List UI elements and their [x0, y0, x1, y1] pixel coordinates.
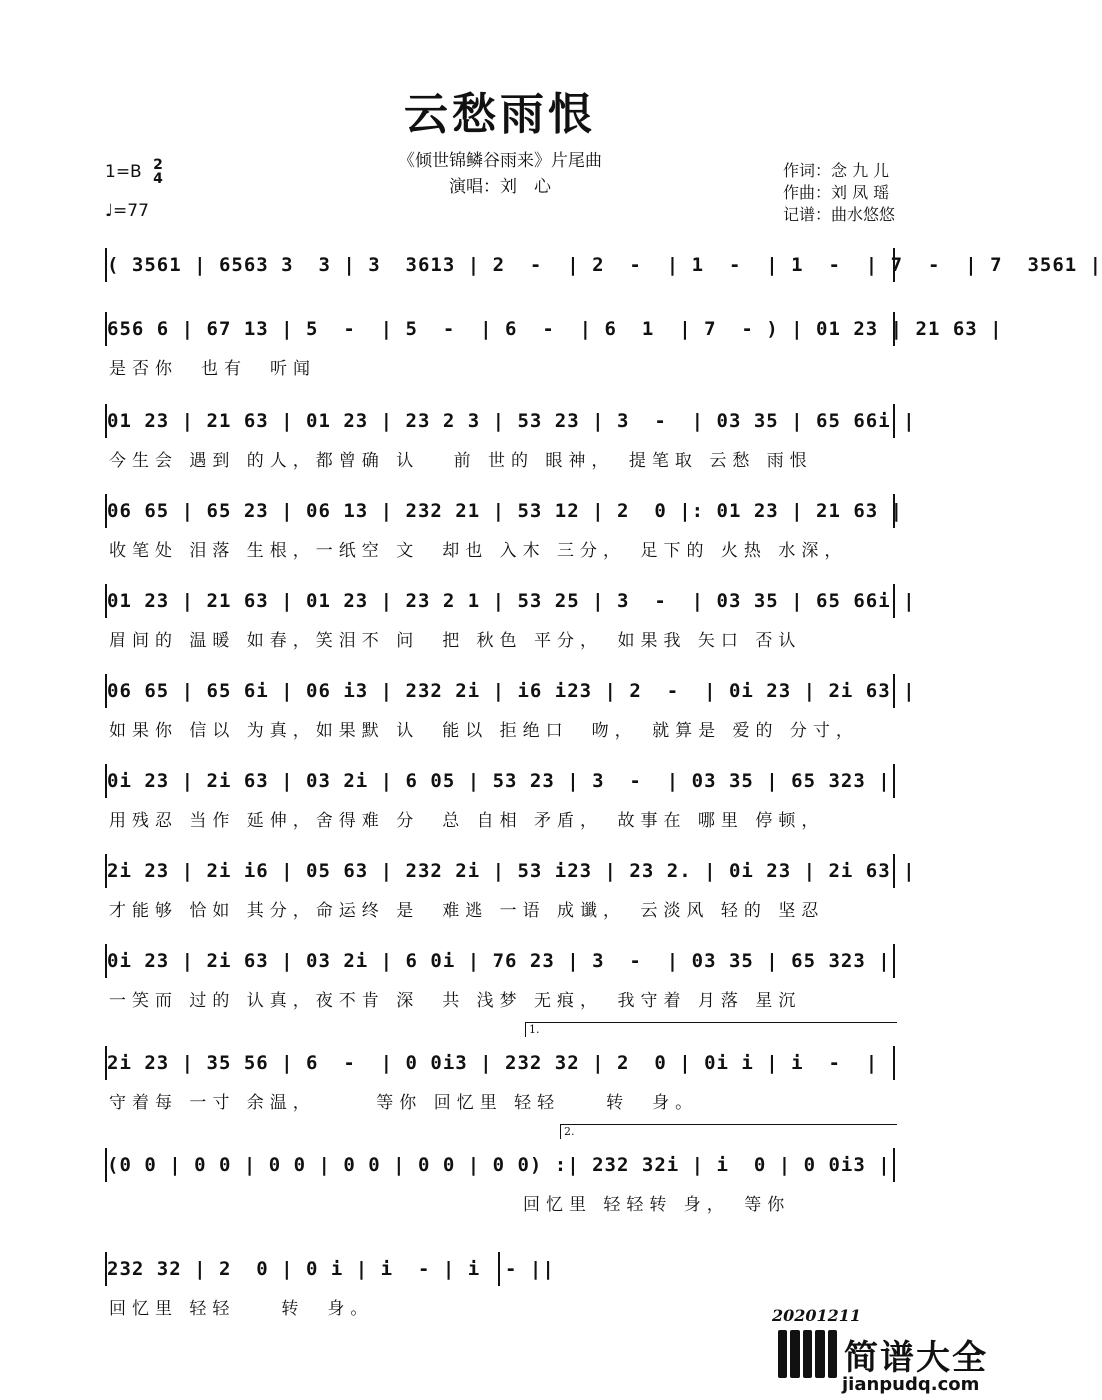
song-title: 云愁雨恨: [404, 89, 596, 140]
lyrics-line: 回忆里 轻轻 转 身。: [109, 1299, 374, 1319]
notation-line: 01 23 | 21 63 | 01 23 | 23 2 1 | 53 25 | 3 - | 03 35 | 65 66i |: [105, 584, 895, 618]
score-row: [105, 944, 895, 1011]
second-ending-bracket: 2.: [560, 1124, 897, 1139]
lyrics-line: 用残忍 当作 延伸，舍得难 分 总 自相 矛盾， 故事在 哪里 停顿，: [109, 811, 825, 831]
notation-line: 656 6 | 67 13 | 5 - | 5 - | 6 - | 6 1 | 7 - ) | 01 23 | 21 63 |: [105, 312, 895, 346]
notation-line: 06 65 | 65 6i | 06 i3 | 232 2i | i6 i23 | 2 - | 0i 23 | 2i 63 |: [105, 674, 895, 708]
lyrics-line: 眉间的 温暖 如春，笑泪不 问 把 秋色 平分， 如果我 矢口 否认: [109, 631, 802, 651]
lyricist-credit: 作词：念 九 儿: [782, 161, 890, 180]
site-logo[interactable]: [778, 1330, 1000, 1400]
credits-block: [783, 160, 895, 226]
notation-line: 01 23 | 21 63 | 01 23 | 23 2 3 | 53 23 | 3 - | 03 35 | 65 66i |: [105, 404, 895, 438]
transcription-date: 20201211: [772, 1306, 862, 1325]
composer-credit: 作曲：刘 凤 瑶: [782, 183, 890, 202]
key-tempo-block: [105, 158, 163, 222]
lyrics-line: 今生会 遇到 的人，都曾确 认 前 世的 眼神， 提笔取 云愁 雨恨: [109, 451, 813, 471]
piano-keys-icon: [778, 1330, 840, 1378]
score-row: [105, 248, 1102, 290]
time-signature-bottom: 4: [153, 171, 163, 187]
notation-line: (0 0 | 0 0 | 0 0 | 0 0 | 0 0 | 0 0) :| 232 32i | i 0 | 0 0i3 |: [105, 1148, 895, 1182]
logo-url: jianpudq.com: [842, 1374, 980, 1395]
lyrics-line: 才能够 恰如 其分，命运终 是 难逃 一语 成谶， 云淡风 轻的 坚忍: [109, 901, 825, 921]
score-row: [105, 674, 916, 741]
notation-line: 06 65 | 65 23 | 06 13 | 232 21 | 53 12 | 2 0 |: 01 23 | 21 63 |: [105, 494, 895, 528]
score-row: [105, 404, 916, 471]
first-ending-bracket: 1.: [525, 1022, 897, 1037]
score-row: [105, 312, 1003, 379]
score-row: [105, 764, 895, 831]
tempo-marking: ♩=77: [105, 201, 149, 221]
score-row: [105, 1148, 895, 1215]
score-row: [105, 1252, 555, 1319]
key-signature: 1=B: [105, 162, 142, 182]
notation-line: 0i 23 | 2i 63 | 03 2i | 6 0i | 76 23 | 3 - | 03 35 | 65 323 |: [105, 944, 895, 978]
singer-credit: 演唱：刘 心: [449, 177, 551, 197]
score-row: [105, 584, 916, 651]
notation-line: 2i 23 | 35 56 | 6 - | 0 0i3 | 232 32 | 2 0 | 0i i | i - |: [105, 1046, 895, 1080]
notation-line: 2i 23 | 2i i6 | 05 63 | 232 2i | 53 i23 | 23 2. | 0i 23 | 2i 63 |: [105, 854, 895, 888]
transcriber-credit: 记谱：曲水悠悠: [782, 205, 895, 224]
score-row: [105, 494, 904, 561]
song-subtitle: 《倾世锦鳞谷雨来》片尾曲: [398, 151, 602, 171]
lyrics-line: 如果你 信以 为真，如果默 认 能以 拒绝口 吻， 就算是 爱的 分寸，: [109, 721, 859, 741]
lyrics-line: 一笑而 过的 认真，夜不肯 深 共 浅梦 无痕， 我守着 月落 星沉: [109, 991, 802, 1011]
lyrics-line: 回忆里 轻轻转 身， 等你: [109, 1195, 791, 1215]
lyrics-line: 是否你 也有 听闻: [109, 359, 316, 379]
notation-line: 232 32 | 2 0 | 0 i | i - | i - ||: [105, 1252, 500, 1286]
logo-text: 简谱大全: [844, 1338, 988, 1378]
notation-line: ( 3561 | 6563 3 3 | 3 3613 | 2 - | 2 - | 1 - | 1 - | 7 - | 7 3561 |: [105, 248, 895, 282]
notation-line: 0i 23 | 2i 63 | 03 2i | 6 05 | 53 23 | 3 - | 03 35 | 65 323 |: [105, 764, 895, 798]
score-row: [105, 1046, 895, 1113]
time-signature: [153, 158, 163, 186]
lyrics-line: 守着每 一寸 余温， 等你 回忆里 轻轻 转 身。: [109, 1093, 699, 1113]
score-row: [105, 854, 916, 921]
time-signature-top: 2: [153, 157, 163, 173]
lyrics-line: 收笔处 泪落 生根，一纸空 文 却也 入木 三分， 足下的 火热 水深，: [109, 541, 848, 561]
